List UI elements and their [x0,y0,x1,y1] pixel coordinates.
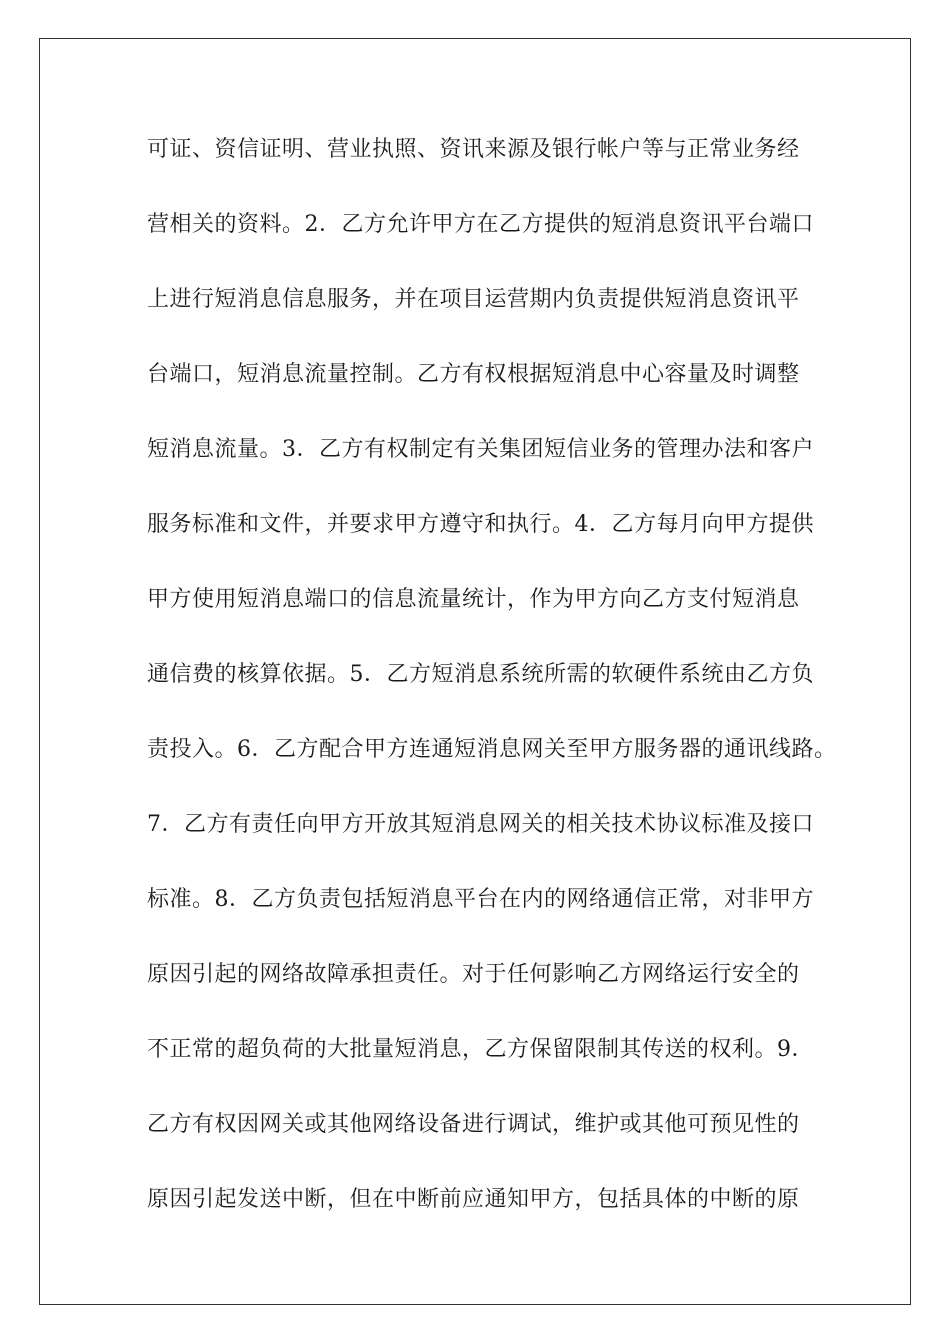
text-line: 短消息流量。3．乙方有权制定有关集团短信业务的管理办法和客户 [147,437,814,462]
text-line: 甲方使用短消息端口的信息流量统计，作为甲方向乙方支付短消息 [147,587,800,612]
text-line: 台端口，短消息流量控制。乙方有权根据短消息中心容量及时调整 [147,362,800,387]
text-line: 乙方有权因网关或其他网络设备进行调试，维护或其他可预见性的 [147,1112,800,1137]
text-line: 服务标准和文件，并要求甲方遵守和执行。4．乙方每月向甲方提供 [147,512,814,537]
text-line: 通信费的核算依据。5．乙方短消息系统所需的软硬件系统由乙方负 [147,662,814,687]
text-line: 责投入。6．乙方配合甲方连通短消息网关至甲方服务器的通讯线路。 [147,737,837,762]
text-line: 原因引起发送中断，但在中断前应通知甲方，包括具体的中断的原 [147,1187,800,1212]
text-line: 标准。8．乙方负责包括短消息平台在内的网络通信正常，对非甲方 [147,887,814,912]
text-line: 7．乙方有责任向甲方开放其短消息网关的相关技术协议标准及接口 [147,812,814,837]
text-line: 营相关的资料。2．乙方允许甲方在乙方提供的短消息资讯平台端口 [147,212,814,237]
text-line: 可证、资信证明、营业执照、资讯来源及银行帐户等与正常业务经 [147,137,800,162]
text-line: 上进行短消息信息服务，并在项目运营期内负责提供短消息资讯平 [147,287,800,312]
text-line: 原因引起的网络故障承担责任。对于任何影响乙方网络运行安全的 [147,962,800,987]
text-line: 不正常的超负荷的大批量短消息，乙方保留限制其传送的权利。9． [147,1037,814,1062]
